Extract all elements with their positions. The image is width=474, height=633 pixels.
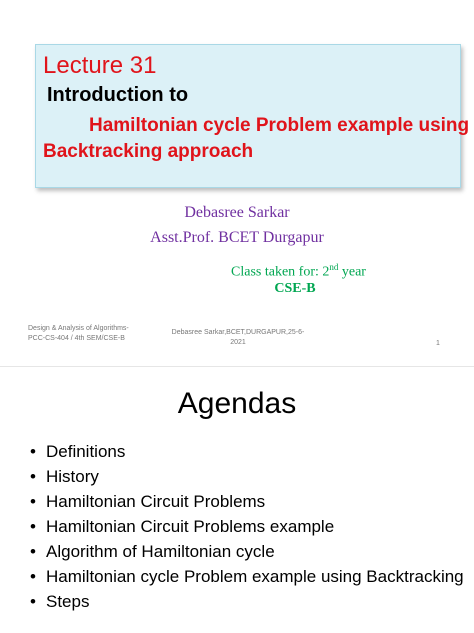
footer-course: Design & Analysis of Algorithms-PCC-CS-404 / 4th SEM/CSE-B <box>28 325 129 342</box>
agenda-item: • Hamiltonian cycle Problem example using Backtracking <box>30 566 470 588</box>
author-role: Asst.Prof. BCET Durgapur <box>150 229 324 246</box>
agenda-item: • Algorithm of Hamiltonian cycle <box>30 541 470 563</box>
intro-heading: Introduction to <box>47 84 189 106</box>
agenda-item: • Hamiltonian Circuit Problems <box>30 491 470 513</box>
agenda-item: • Definitions <box>30 441 470 463</box>
title-box <box>35 44 470 188</box>
topic-line-1: Hamiltonian cycle Problem example using <box>89 115 470 136</box>
footer-author-date: Debasree Sarkar,BCET,DURGAPUR,25-6-2021 <box>171 329 305 346</box>
class-info <box>231 262 366 281</box>
agenda-item: • Steps <box>30 591 470 613</box>
agenda-title: Agendas <box>177 387 297 420</box>
agenda-item: • Hamiltonian Circuit Problems example <box>30 516 470 538</box>
class-ordinal: nd <box>329 262 339 272</box>
slide-2 <box>0 366 474 633</box>
topic-line-2: Backtracking approach <box>43 141 254 162</box>
section-label: CSE-B <box>274 281 316 296</box>
class-suffix: year <box>338 264 366 280</box>
class-prefix: Class taken for: 2 <box>231 264 330 280</box>
agenda-list <box>30 441 470 616</box>
author-name: Debasree Sarkar <box>184 204 290 221</box>
agenda-item: • History <box>30 466 470 488</box>
lecture-number: Lecture 31 <box>43 52 157 79</box>
page-number: 1 <box>436 340 440 347</box>
